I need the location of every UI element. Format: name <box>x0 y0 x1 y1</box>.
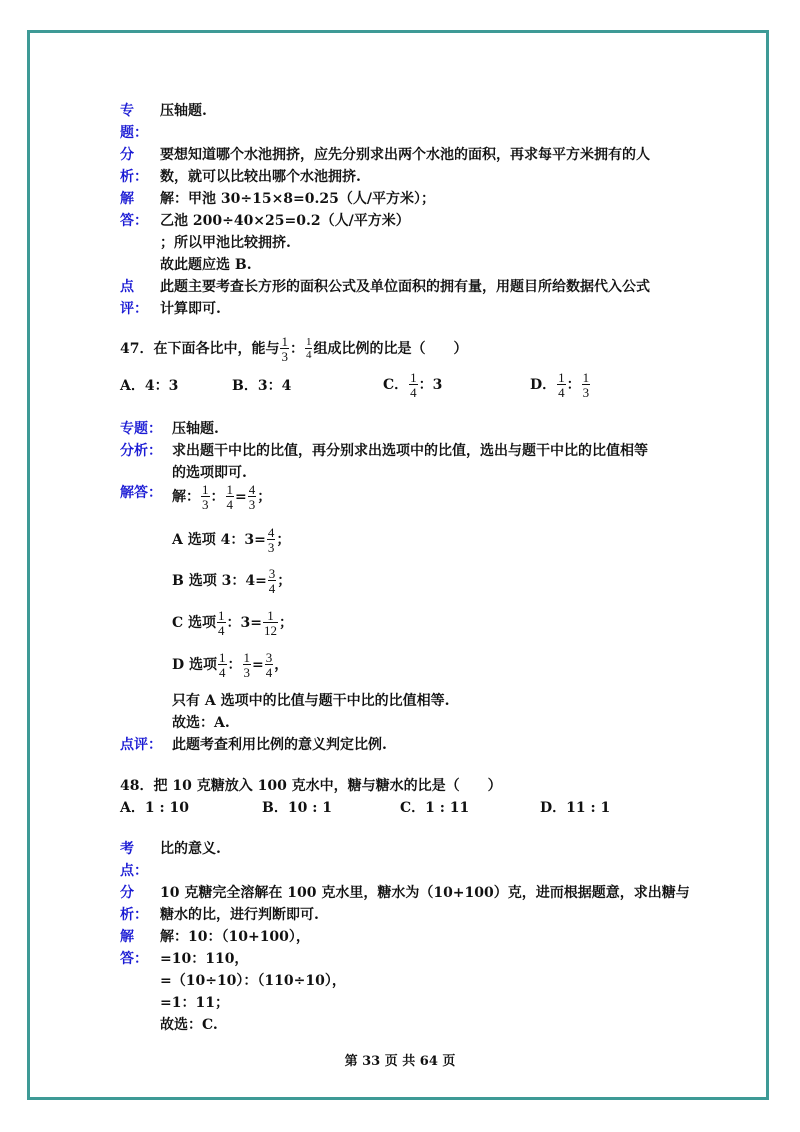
q48-label-point-1: 考 <box>120 841 134 857</box>
fraction: $\frac{1}{3}$ <box>243 650 251 680</box>
q48-analysis-1: 10 克糖完全溶解在 100 克水里，糖水为（10+100）克，进而根据题意，求出糖与 <box>160 885 690 901</box>
fraction: $\frac{1}{4}$ <box>218 608 225 638</box>
fraction: $\frac{1}{3}$ <box>281 334 288 364</box>
q47-conclusion: 只有 A 选项中的比值与题干中比的比值相等. <box>172 693 450 709</box>
page-footer: 第 33 页 共 64 页 <box>344 1054 456 1069</box>
fraction: $\frac{1}{3}$ <box>202 482 209 512</box>
fraction: $\frac{1}{4}$ <box>558 370 565 400</box>
q47-comment: 此题考查利用比例的意义判定比例. <box>172 737 387 753</box>
q48-label-analysis-2: 析： <box>120 907 148 923</box>
fraction: $\frac{1}{3}$ <box>582 370 590 400</box>
solution-line-3: ；所以甲池比较拥挤. <box>160 235 291 251</box>
q48-solution-4: =1：11； <box>160 995 229 1011</box>
label-analysis-1: 分 <box>120 147 134 163</box>
q47-analysis-1: 求出题干中比的比值，再分别求出选项中的比值，选出与题干中比的比值相等 <box>172 443 648 459</box>
label-topic-2: 题： <box>120 125 148 141</box>
q48-option-d: D．11 : 1 <box>540 800 611 816</box>
q48-option-b: B．10 : 1 <box>262 800 332 816</box>
fraction: $\frac{1}{4}$ <box>305 336 312 361</box>
q48-solution-3: =（10÷10）：（110÷10）， <box>160 973 346 989</box>
q48-label-point-2: 点： <box>120 863 148 879</box>
q47-option-a: A．4：3 <box>120 378 179 394</box>
label-topic-1: 专 <box>120 103 134 119</box>
fraction: $\frac{1}{12}$ <box>264 608 278 638</box>
q48-solution-5: 故选：C. <box>160 1017 218 1033</box>
q48-solution-2: =10：110， <box>160 951 249 967</box>
topic-text: 压轴题. <box>160 103 207 119</box>
q47-option-c: C． $\frac{1}{4}$ ：3 <box>383 370 443 400</box>
q47-topic: 压轴题. <box>172 421 219 437</box>
label-comment-1: 点 <box>120 279 134 295</box>
q47-stem-prefix: 47．在下面各比中，能与 <box>120 341 280 357</box>
solution-line-2: 乙池 200÷40×25=0.2（人/平方米） <box>160 213 410 229</box>
q47-solution-step-a: A 选项 4：3= $\frac{4}{3}$ ； <box>172 525 291 555</box>
q48-stem: 48．把 10 克糖放入 100 克水中，糖与糖水的比是（ ） <box>120 778 502 794</box>
analysis-line-1: 要想知道哪个水池拥挤，应先分别求出两个水池的面积，再求每平方米拥有的人 <box>160 147 650 163</box>
fraction: $\frac{1}{4}$ <box>410 370 417 400</box>
q47-stem-suffix: 组成比例的比是（ ） <box>313 341 468 357</box>
q47-label-topic: 专题： <box>120 421 162 437</box>
q48-option-c: C．1 : 11 <box>400 800 470 816</box>
comment-line-1: 此题主要考查长方形的面积公式及单位面积的拥有量，用题目所给数据代入公式 <box>160 279 650 295</box>
fraction: $\frac{3}{4}$ <box>268 566 276 596</box>
q47-analysis-2: 的选项即可. <box>172 465 247 481</box>
label-comment-2: 评： <box>120 301 148 317</box>
q47-solution-step-d: D 选项 $\frac{1}{4}$ ： $\frac{1}{3}$ = $\frac{3}{4}$ ， <box>172 650 289 680</box>
q47-option-b: B．3：4 <box>232 378 292 394</box>
comment-line-2: 计算即可. <box>160 301 221 317</box>
q47-option-d: D． $\frac{1}{4}$ ： $\frac{1}{3}$ <box>530 370 590 400</box>
solution-line-1: 解：甲池 30÷15×8=0.25（人/平方米）； <box>160 191 435 207</box>
q47-solution-step-c: C 选项 $\frac{1}{4}$ ：3= $\frac{1}{12}$ ； <box>172 608 294 638</box>
q48-solution-1: 解：10：（10+100）， <box>160 929 310 945</box>
q47-label-analysis: 分析： <box>120 443 162 459</box>
q48-label-analysis-1: 分 <box>120 885 134 901</box>
fraction: $\frac{1}{4}$ <box>219 650 226 680</box>
colon: ： <box>289 341 304 357</box>
label-analysis-2: 析： <box>120 169 148 185</box>
q47-choice: 故选：A. <box>172 715 230 731</box>
q47-solution-step-b: B 选项 3：4= $\frac{3}{4}$ ； <box>172 566 292 596</box>
q47-solution-step-0: 解： $\frac{1}{3}$ ： $\frac{1}{4}$ = $\frac{4}{3}$ ； <box>172 482 272 512</box>
q47-stem <box>120 334 467 364</box>
label-solution-2: 答： <box>120 213 148 229</box>
fraction: $\frac{3}{4}$ <box>265 650 273 680</box>
q48-option-a: A．1 : 10 <box>120 800 190 816</box>
q48-label-solution-1: 解 <box>120 929 134 945</box>
analysis-line-2: 数，就可以比较出哪个水池拥挤. <box>160 169 361 185</box>
q48-point: 比的意义. <box>160 841 221 857</box>
fraction: $\frac{1}{4}$ <box>226 482 233 512</box>
solution-line-4: 故此题应选 B. <box>160 257 252 273</box>
q47-label-comment: 点评： <box>120 737 162 753</box>
fraction: $\frac{4}{3}$ <box>267 525 275 555</box>
q47-label-solution: 解答： <box>120 485 162 501</box>
label-solution-1: 解 <box>120 191 134 207</box>
q48-analysis-2: 糖水的比，进行判断即可. <box>160 907 319 923</box>
q48-label-solution-2: 答： <box>120 951 148 967</box>
fraction: $\frac{4}{3}$ <box>248 482 256 512</box>
